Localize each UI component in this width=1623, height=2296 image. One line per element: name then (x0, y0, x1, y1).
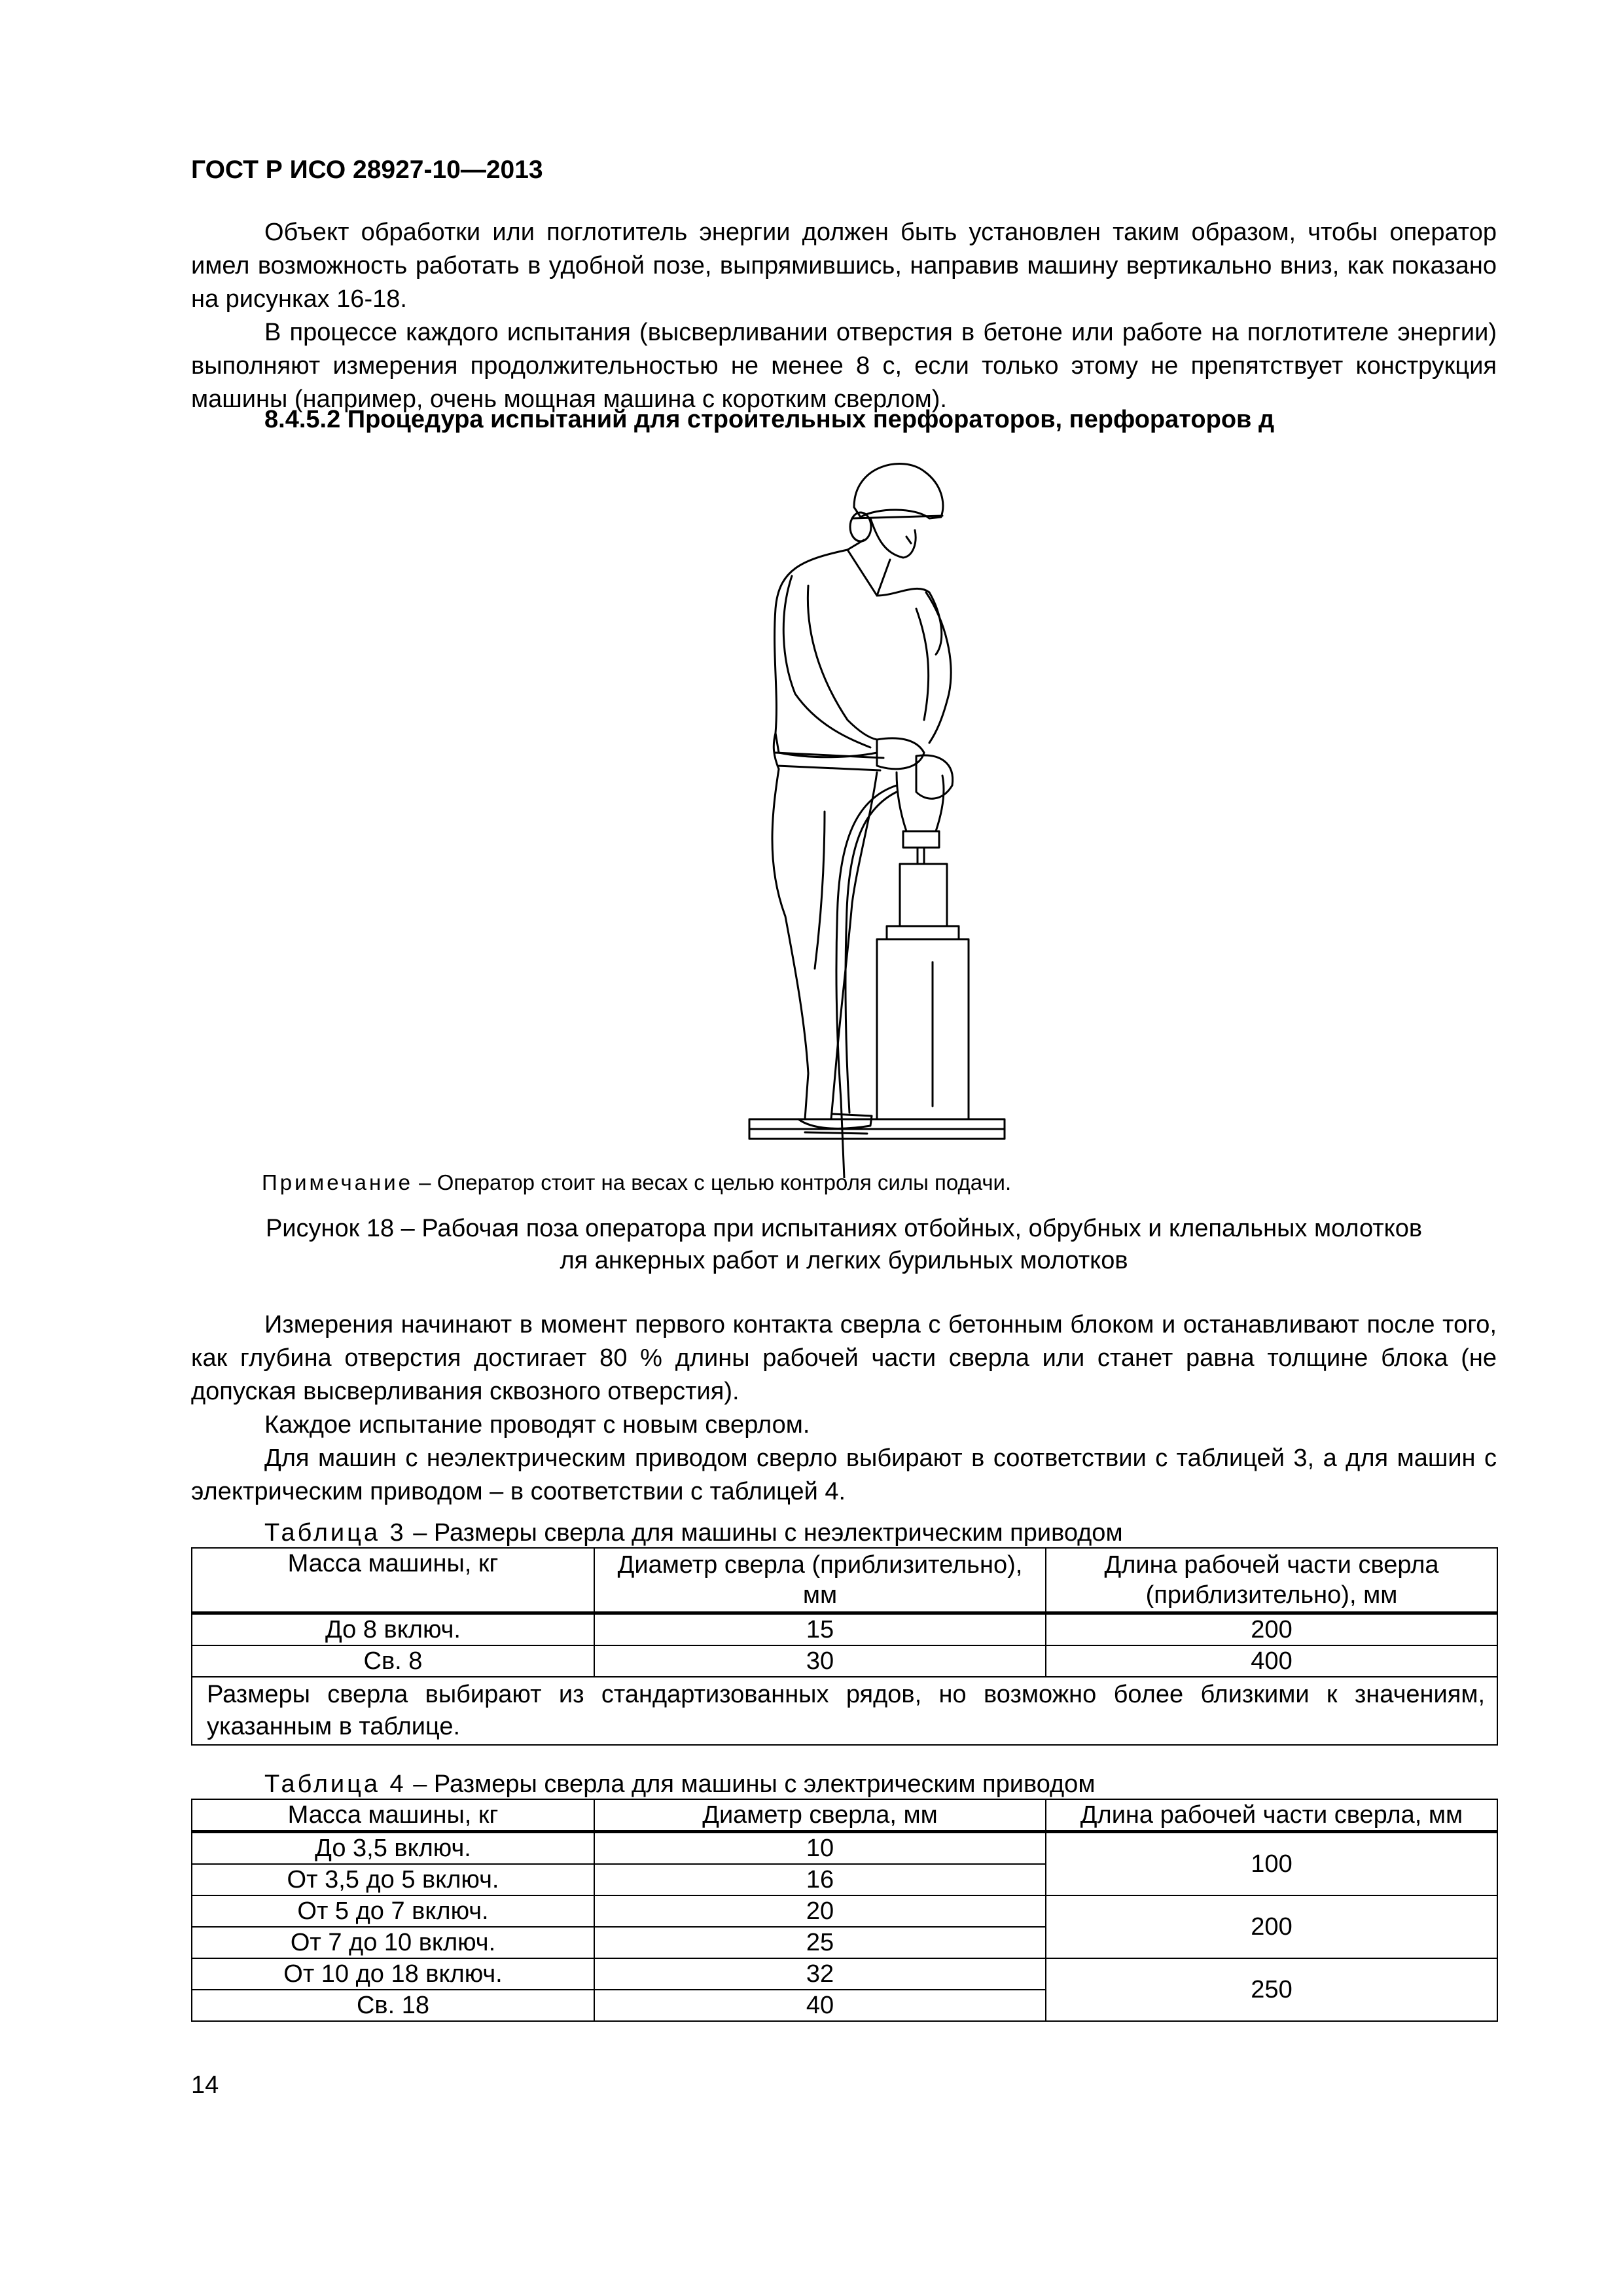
concrete-block (900, 864, 947, 926)
document-header: ГОСТ Р ИСО 28927-10—2013 (191, 156, 543, 184)
table3-label: Таблица 3 (264, 1519, 406, 1547)
drill-icon (897, 772, 944, 831)
table-row (192, 1613, 1497, 1646)
paragraph-workpiece (191, 216, 1497, 316)
pedestal (877, 939, 969, 1119)
table-cell: 400 (1046, 1645, 1497, 1677)
figure-caption-line: ля анкерных работ и легких бурильных молотков (560, 1247, 1128, 1274)
table3 (191, 1547, 1498, 1746)
table-cell: От 10 до 18 включ. (192, 1958, 594, 1990)
paragraph-text: Для машин с неэлектрическим приводом сверло выбирают в соответствии с таблицей 3, а для машин с электрическим приводом – в соответствии с таблицей 4. (191, 1444, 1497, 1505)
table-cell-merged: 200 (1046, 1895, 1497, 1958)
paragraph-text: В процессе каждого испытания (высверливании отверстия в бетоне или работе на поглотителе энергии) выполняют измерения продолжительностью не менее 8 с, если только этому не препятствует конструкция машины (например, очень мощная машина с коротким сверлом). (191, 319, 1497, 413)
figure-caption (191, 1213, 1497, 1277)
table-row (192, 1832, 1497, 1865)
table-cell: До 8 включ. (192, 1613, 594, 1646)
figure-caption-line: Рисунок 18 – Рабочая поза оператора при испытаниях отбойных, обрубных и клепальных молотков (265, 1215, 1423, 1242)
table-cell: До 3,5 включ. (192, 1832, 594, 1865)
table-cell: От 7 до 10 включ. (192, 1927, 594, 1958)
table3-caption (264, 1518, 1123, 1547)
paragraph-measurement-duration (191, 316, 1497, 416)
table-row (192, 1895, 1497, 1927)
left-arm-outline (783, 576, 870, 747)
right-arm-outline (926, 592, 951, 743)
table-note-row (192, 1677, 1497, 1745)
table-cell: 25 (594, 1927, 1046, 1958)
column-header: Длина рабочей части сверла (приблизительно), мм (1046, 1548, 1497, 1613)
table-header-row (192, 1799, 1497, 1832)
table3-note: Размеры сверла выбирают из стандартизованных рядов, но возможно более близкими к значениям, указанным в таблице. (192, 1677, 1497, 1745)
table-header-row (192, 1548, 1497, 1613)
left-leg-outline (772, 769, 808, 1119)
helmet-icon (854, 464, 943, 518)
table-cell: Св. 18 (192, 1990, 594, 2021)
table-cell: 20 (594, 1895, 1046, 1927)
page-number: 14 (191, 2072, 219, 2099)
table4-caption (264, 1770, 1095, 1799)
table-cell: Св. 8 (192, 1645, 594, 1677)
note-text: – Оператор стоит на весах с целью контроля силы подачи. (413, 1170, 1012, 1194)
table4 (191, 1799, 1498, 2022)
table-cell: 30 (594, 1645, 1046, 1677)
table-cell-merged: 250 (1046, 1958, 1497, 2021)
column-header: Масса машины, кг (192, 1799, 594, 1832)
table4-title: – Размеры сверла для машины с электрическим приводом (406, 1770, 1096, 1798)
table-row (192, 1958, 1497, 1990)
table-cell: 40 (594, 1990, 1046, 2021)
paragraph-text: Измерения начинают в момент первого контакта сверла с бетонным блоком и останавливают после того, как глубина отверстия достигает 80 % длины рабочей части сверла или станет равна толщине блока (не допуская высверливания сквозного отверстия). (191, 1311, 1497, 1405)
column-header: Диаметр сверла (приблизительно), мм (594, 1548, 1046, 1613)
table3-title: – Размеры сверла для машины с неэлектрическим приводом (406, 1519, 1123, 1547)
column-header: Масса машины, кг (192, 1548, 594, 1613)
paragraph-new-drill (191, 1408, 1497, 1442)
paragraph-measurement-start (191, 1308, 1497, 1408)
table-cell-merged: 100 (1046, 1832, 1497, 1896)
note-label: Примечание (262, 1170, 414, 1194)
column-header: Длина рабочей части сверла, мм (1046, 1799, 1497, 1832)
column-header: Диаметр сверла, мм (594, 1799, 1046, 1832)
table-cell: 10 (594, 1832, 1046, 1865)
paragraph-text: Каждое испытание проводят с новым сверлом. (264, 1411, 810, 1439)
table-row (192, 1645, 1497, 1677)
table-cell: 200 (1046, 1613, 1497, 1646)
paragraph-drill-selection (191, 1442, 1497, 1509)
table-cell: 15 (594, 1613, 1046, 1646)
table-cell: 32 (594, 1958, 1046, 1990)
section-heading: 8.4.5.2 Процедура испытаний для строительных перфораторов, перфораторов д (264, 406, 1275, 433)
figure-note (262, 1170, 1011, 1196)
paragraph-text: Объект обработки или поглотитель энергии должен быть установлен таким образом, чтобы оператор имел возможность работать в удобной позе, выпрямившись, направив машину вертикально вниз, как показано на рисунках 16-18. (191, 219, 1497, 313)
table-cell: От 3,5 до 5 включ. (192, 1864, 594, 1895)
table4-label: Таблица 4 (264, 1770, 406, 1798)
operator-figure-illustration (681, 445, 1021, 1178)
block-base (887, 926, 959, 939)
table-cell: 16 (594, 1864, 1046, 1895)
table-cell: От 5 до 7 включ. (192, 1895, 594, 1927)
